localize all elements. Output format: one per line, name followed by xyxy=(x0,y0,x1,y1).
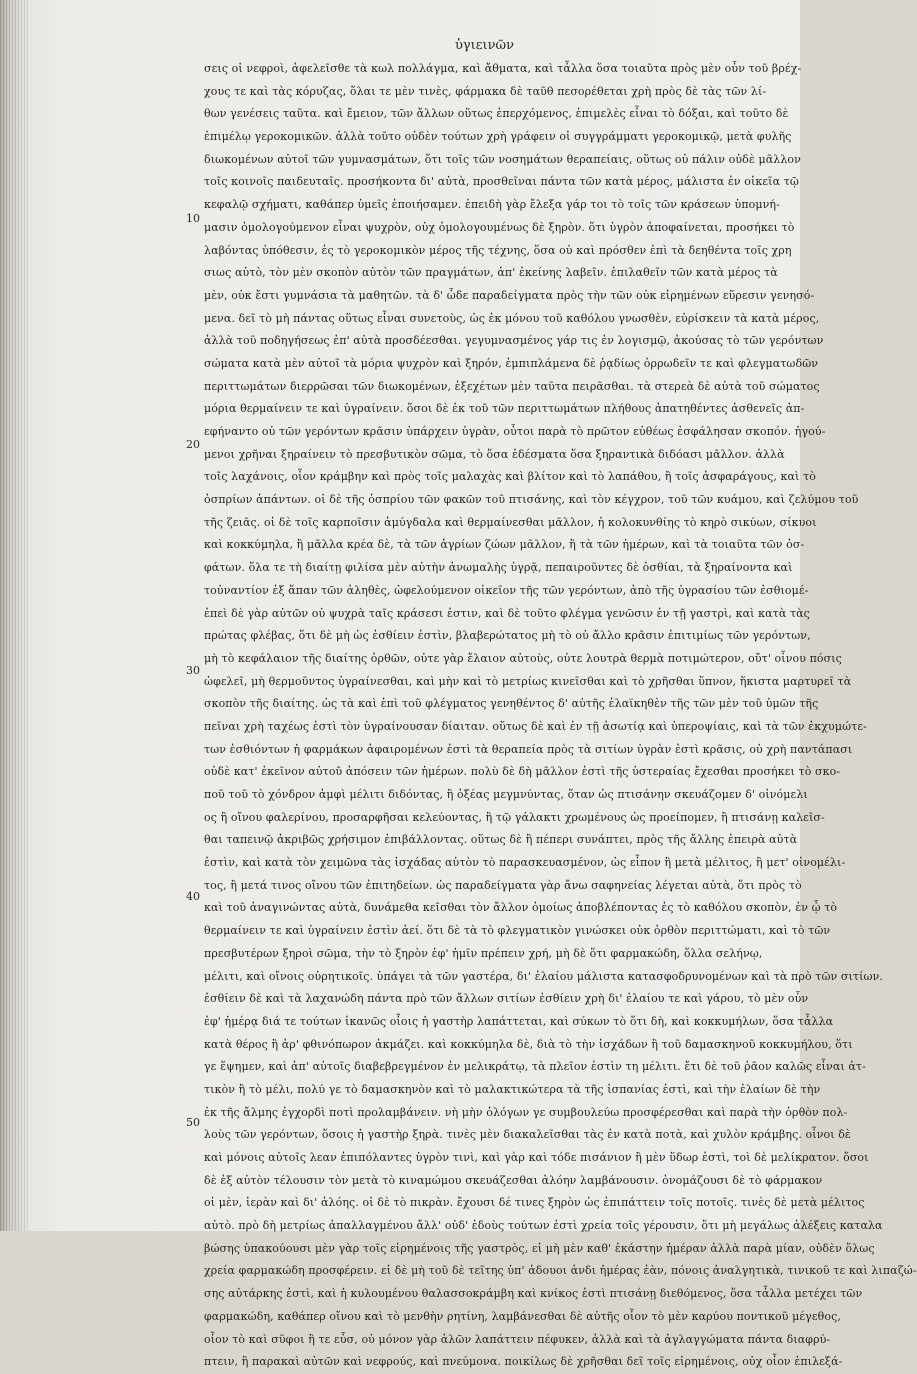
text-line: τῆς ζειᾶς. οἱ δὲ τοῖς καρποῖσιν ἀμύγδαλα καὶ θερμαίνεσθαι μᾶλλον, ἡ κολοκυνθίης τὸ κηρὸ σικύων, σίκυοι xyxy=(204,515,817,529)
line-number: 40 xyxy=(186,890,200,903)
text-line: μέλιτι, καὶ οἴνοις οὐρητικοῖς. ὑπάγει τὰ τῶν γαστέρα, δι' ἐλαίου μάλιστα κατασφοδρυνομένων καὶ τὰ πρὸ τῶν σιτίων. xyxy=(204,969,883,983)
text-line: χους τε καὶ τὰς κόρυζας, ὅλαι τε μὲν τινὲς, φάρμακα δὲ ταῦθ πεσορέθεται χρὴ πρὸς δὲ τὰς τῶν λί- xyxy=(204,84,767,98)
text-line: ἐφ' ἡμέρᾳ διά τε τούτων ἱκανῶς οἷοις ἡ γαστὴρ λαπάττεται, καὶ σύκων τὸ ὅτι δὴ, καὶ κοκκυμήλων, ὅσα τἆλλα xyxy=(204,1014,834,1028)
text-line: πρεσβυτέρων ξηροὶ σῶμα, τὴν τὸ ξηρὸν ἐφ' ἡμῖν πρέπειν χρή, μὴ δὲ ὅτι φαρμακώδη, ὅλλα σελήνῳ, xyxy=(204,946,763,960)
text-line: πεῖναι χρὴ ταχέως ἐστὶ τὸν ὑγραίνουσαν δίαιταν. οὕτως δὲ καὶ ἐν τῇ ἀσωτίᾳ καὶ ὑπεροψίαις, καὶ τὰ τῶν ἐκχυμώτε- xyxy=(204,719,867,733)
text-line: πρώτας φλέβας, ὅτι δὲ μὴ ὡς ἐσθίειν ἐστὶν, βλαβερώτατος μὴ τὸ οὐ ἄλλο κρᾶσιν ἐπιτιμίως τῶν γερόντων, xyxy=(204,629,811,643)
book-gutter-edge xyxy=(0,0,30,1231)
text-line: φαρμακώδη, καθάπερ οἴνου καὶ τὸ μενθὴν ρητίνη, λαμβάνεσθαι δὲ αὐτῆς οἷον τὸ μὲν καρύου ποντικοῦ μέγεθος, xyxy=(204,1309,841,1323)
text-line: ὀσπρίων ἁπάντων. οἱ δὲ τῆς ὀσπρίου τῶν φακῶν τοῦ πτισάνης, καὶ τὸν κέγχρον, τοῦ τῶν κυάμου, καὶ ζελύμου τοῦ xyxy=(204,493,859,507)
text-line: μόρια θερμαίνειν τε καὶ ὑγραίνειν. ὅσοι δὲ ἐκ τοῦ τῶν περιττωμάτων πλήθους ἀπατηθέντες ἀσθενεῖς ἀπ- xyxy=(204,402,805,416)
text-line: ἀλλὰ τοῦ ποδηγήσεως ἐπ' αὐτὰ προσδέεσθαι. γεγυμνασμένος γάρ τις ἐν λογισμῷ, ἀκούσας τὸ τῶν γερόντων xyxy=(204,334,824,348)
text-line: θων γενέσεις ταῦτα. καὶ ἔμειον, τῶν ἄλλων οὕτως ἐπερχόμενος, ἐπιμελὲς εἶναι τὸ δόξαι, καὶ τοῦτο δὲ xyxy=(204,107,789,121)
text-line: σώματα κατὰ μὲν αὐτοῖ τὰ μόρια ψυχρὸν καὶ ξηρόν, ἐμπιπλάμενα δὲ ῥᾳδίως ὀρρωδεῖν τε καὶ φλεγματωδῶν xyxy=(204,356,819,370)
text-line: μενα. δεῖ τὸ μὴ πάντας οὕτως εἶναι συνετοὺς, ὡς ἐκ μόνου τοῦ καθόλου γνωσθὲν, εὑρίσκειν τὰ κατὰ μέρος, xyxy=(204,311,820,325)
text-line: μὴ τὸ κεφάλαιον τῆς διαίτης ὀρθῶν, οὐτε γὰρ ἔλαιον αὐτοὺς, οὐτε λουτρὰ θερμὰ ποτιμώτερον, οὔτ' οἶνου πόσις xyxy=(204,651,842,665)
text-line: τοῖς λαχάνοις, οἷον κράμβην καὶ πρὸς τοῖς μαλαχὰς καὶ βλίτον καὶ τὸ λαπάθου, ἢ τοῖς ἀσφαράγους, καὶ τὸ xyxy=(204,470,816,484)
line-number: 30 xyxy=(186,664,200,677)
text-line: ἐστὶν, καὶ κατὰ τὸν χειμῶνα τὰς ἰσχάδας αὐτὸν τὸ παρασκευασμένον, ὡς εἶπον ἢ μετὰ μέλιτος, ἢ μετ' οἰνομέλι- xyxy=(204,856,846,870)
greek-text-block xyxy=(204,58,917,1374)
text-line: μασιν ὁμολογούμενον εἶναι ψυχρὸν, οὐχ ὁμολογουμένως δὲ ξηρὸν. ὅτι ὑγρὸν ἀποφαίνεται, προσήκει τὸ xyxy=(204,220,795,234)
text-line: εφήναντο οὐ τῶν γερόντων κρᾶσιν ὑπάρχειν ὑγρὰν, οὗτοι παρὰ τὸ πρῶτον εὐθέως ἐσφάλησαν σκοπόν. ἡγού- xyxy=(204,425,826,438)
running-head: ὑγιεινῶν xyxy=(455,38,515,53)
text-line: ὠφελεῖ, μὴ θερμοῦντος ὑγραίνεσθαι, καὶ μὴν καὶ τὸ μετρίως κινεῖσθαι καὶ τὸ χρῆσθαι ὕπνον, ἥκιστα μαρτυρεῖ τὰ xyxy=(204,674,852,688)
text-line: τος, ἢ μετά τινος οἴνου τῶν ἐπιτηδείων. ὡς παραδείγματα γὰρ ἄνω σαφηνείας λέγεται αὐτὰ, ὅτι πρὸς τὸ xyxy=(204,878,802,892)
text-line: σης αὐτάρκης ἐστὶ, καὶ ἡ κυλουμένου θαλασσοκράμβη καὶ κνίκος ἐστὶ πτισάνῃ διεθόμενος, ὅσα τἆλλα μετέχει τῶν xyxy=(204,1287,863,1301)
text-line: βώσης ὑπακούουσι μὲν γὰρ τοῖς εἰρημένοις τῆς γαστρὸς, εἰ μὴ μὲν καθ' ἑκάστην ἡμέραν ἀλλὰ παρὰ μίαν, οὐδὲν ὅλως xyxy=(204,1241,875,1255)
text-line: οὐδὲ κατ' ἐκεῖνον αὐτοῦ ἀπόσειν τῶν ἡμέρων. πολὺ δὲ δὴ μᾶλλον ἐστὶ τῆς ὑστεραίας ἔχεσθαι προσήκει τὸ σκο- xyxy=(204,765,841,779)
text-line: λαβόντας ὑπόθεσιν, ἐς τὸ γεροκομικὸν μέρος τῆς τέχνης, ὅσα οὐ καὶ πρόσθεν ἐπὶ τὰ δεηθέντα τοῖς χρη xyxy=(204,243,792,257)
text-line: ἐσθίειν δὲ καὶ τὰ λαχανώδη πάντα πρὸ τῶν ἄλλων σιτίων ἐσθίειν χρὴ δι' ἐλαίου τε καὶ γάρου, τὸ μὲν οὖν xyxy=(204,992,809,1006)
text-line: γε ἕψημεν, καὶ ἀπ' αὐτοῖς διαβεβρεγμένον ἐν μελικράτῳ, τὰ πλεῖον ἐστὶν τη μέλιτι. ἔτι δὲ τοῦ ῥᾶον καλῶς εἶναι ἀτ- xyxy=(204,1060,866,1074)
text-line: κατὰ θέρος ἢ ἀρ' φθινόπωρον ἀκμάζει. καὶ κοκκύμηλα δὲ, διὰ τὸ τὴν ἰσχάδων ἢ τοῦ δαμασκηνοῦ κοκκυμήλου, ὅτι xyxy=(204,1037,853,1051)
text-line: των ἐσθιόντων ἡ φαρμάκων ἀφαιρομένων ἐστὶ τὰ θεραπεία πρὸς τὰ σιτίων ὑγρὰν ἐστὶ κρᾶσις, οὐ χρὴ παντάπασι xyxy=(204,742,853,756)
text-line: φάτων. ὅλα τε τὴ διαίτῃ φιλίσα μὲν αὐτὴν ἀνωμαλὴς ὑγρᾷ, πεπαιροῦντες δὲ ὀσθίαι, τὰ ξηραίνοντα καὶ xyxy=(204,561,793,575)
text-line: καὶ κοκκύμηλα, ἢ μᾶλλα κρέα δὲ, τὰ τῶν ἀγρίων ζώων μᾶλλον, ἢ τὰ τῶν ἡμέρων, καὶ τὰ τοιαῦτα τῶν ὀσ- xyxy=(204,538,805,552)
line-number: 10 xyxy=(186,212,200,225)
text-line: ἐκ τῆς ἄλμης ἐγχορδὶ ποτὶ προλαμβάνειν. νὴ μὴν ὁλόγων γε συμβουλεύω προσφέρεσθαι καὶ παρὰ τὴν ὀρθὸν πολ- xyxy=(204,1105,848,1119)
text-line: λοὺς τῶν γερόντων, ὅσοις ἡ γαστὴρ ξηρὰ. τινὲς μὲν διακαλεῖσθαι τὰς ἐν κατὰ ποτὰ, καὶ χυλὸν κράμβης. οἶνοι δὲ xyxy=(204,1128,851,1142)
text-line: σεις οἱ νεφροὶ, ἀφελεῖσθε τὰ κωλ πολλάγμα, καὶ ἄθματα, καὶ τἆλλα ὅσα τοιαῦτα πρὸς μὲν οὖν τοῦ βρέχ- xyxy=(204,62,802,75)
text-line: σιως αὐτὸ, τὸν μὲν σκοπὸν αὐτὸν τῶν πραγμάτων, ἀπ' ἐκείνης λαβεῖν. ἐπιλαθεῖν τῶν κατὰ μέρος τὰ xyxy=(204,266,778,280)
line-number: 20 xyxy=(186,438,200,451)
text-line: μενοι χρῆναι ξηραίνειν τὸ πρεσβυτικὸν σῶμα, τὸ ὅσα ἐδέσματα ὅσα ξηραντικὰ διδόασι μᾶλλον. ἀλλὰ xyxy=(204,447,785,461)
text-line: κεφαλῷ σχήματι, καθάπερ ὑμεῖς ἐποιήσαμεν. ἐπειδὴ γὰρ ἔλεξα γάρ τοι τὸ τοῖς τῶν κράσεων ὑπομνή- xyxy=(204,198,780,212)
text-line: διωκομένων αὐτοῖ τῶν γυμνασμάτων, ὅτι τοῖς τῶν νοσημάτων θεραπείαις, οὕτως οὐ πάλιν οὐδὲ μᾶλλον xyxy=(204,152,801,166)
line-number: 50 xyxy=(186,1116,200,1129)
text-line: πτειν, ἢ παρακαὶ αὐτῶν καὶ νεφρούς, καὶ πνεύμονα. ποικίλως δὲ χρῆσθαι δεῖ τοῖς εἰρημένοις, οὐχ οἷον ἐπιλεξά- xyxy=(204,1355,843,1369)
text-line: τοῖς κοινοῖς παιδευταῖς. προσήκοντα δι' αὐτὰ, προσθεῖναι πάντα τῶν κατὰ μέρος, μάλιστα ἐν οἰκεῖα τῷ xyxy=(204,175,799,189)
text-line: χρεία φαρμακώδη προσφέρειν. εἰ δὲ μὴ τοῦ δὲ τεῖτης ὑπ' ἀδουοι ἀνδι ἡμέρας ἐὰν, πόνοις ἀναλγητικὰ, τινικοῦ τε καὶ λιπαζώ- xyxy=(204,1264,917,1278)
text-line: καὶ τοῦ ἀναγινώντας αὐτὰ, δυνάμεθα κεῖσθαι τὸν ἄλλον ὁμοίως ἀποβλέποντας ἐς τὸ καθόλου σκοπὸν, ἐν ᾧ τὸ xyxy=(204,901,838,915)
text-line: καὶ μόνοις αὐτοῖς λεαν ἐπιπόλαντες ὑγρὸν τινὶ, καὶ γὰρ καὶ τόδε πισάνιον ἢ μὲν ὕδωρ ἐστὶ, τοὶ δὲ μελίκρατον. ὅσοι xyxy=(204,1151,869,1164)
text-line: οἷον τὸ καὶ σῦφοι ἢ τε εὖσ, οὐ μόνον γὰρ ἁλῶν λαπάττειν πέφυκεν, ἀλλὰ καὶ τὰ ἀγλαγγώματα πάντα διαφρύ- xyxy=(204,1332,831,1346)
text-line: δὲ ἐξ αὐτὸν τέλουσιν τὸν μετὰ τὸ κιναμώμου σκευάζεσθαι ἀλόην λαμβάνουσιν. ὀνομάζουσι δὲ τὸ φάρμακον xyxy=(204,1173,823,1187)
text-line: περιττωμάτων διερρῶσαι τῶν διωκομένων, ἐξεχέτων μὲν ταῦτα πειρᾶσθαι. τὰ στερεὰ δὲ αὐτὰ τοῦ σώματος xyxy=(204,379,820,393)
text-line: μὲν, οὐκ ἔστι γυμνάσια τὰ μαθητῶν. τὰ δ' ὧδε παραδείγματα πρὸς τὴν τῶν οὐκ εἰρημένων εὕρεσιν γενησό- xyxy=(204,288,815,302)
text-line: ος ἢ οἴνου φαλερίνου, προσαρφῆσαι κελεύοντας, ἢ τῷ γάλακτι χρωμένους ὡς προείπομεν, ἢ πτισάνῃ καλεῖσ- xyxy=(204,810,825,824)
text-line: σκοπὸν τῆς διαίτης. ὡς τὰ καὶ ἐπὶ τοῦ φλέγματος γενηθέντος δ' αὐτῆς ἐλαϊκηθὲν τῆς τῶν μὲν τοῦ ὑμῶν τῆς xyxy=(204,697,819,711)
text-line: ποῦ τοῦ τὸ χόνδρον ἀμφὶ μέλιτι διδόντας, ἢ ὀξέας μεγμνύντας, ὅταν ὡς πτισάνην σκευάζομεν δ' οἰνόμελι xyxy=(204,788,808,801)
text-line: θαι ταπεινῷ ἀκριβῶς χρήσιμον ἐπιβάλλοντας. οὕτως δὲ ἢ πέπερι συνάπτει, πρὸς τῆς ἄλλης ἐπειρὰ αὐτὰ xyxy=(204,833,798,847)
text-line: ἐπιμέλῳ γεροκομικῶν. ἀλλὰ τοῦτο οὐδὲν τούτων χρὴ γράφειν οἱ συγγράμματι γεροκομικῷ, μετὰ φυλῆς xyxy=(204,130,792,144)
text-line: αὐτὸ. πρὸ δὴ μετρίως ἀπαλλαγμένου ἄλλ' οὐδ' ἐδοὺς τούτων ἐστὶ χρεία τοῖς γέρουσιν, ὅτι μὴ μεγάλως ἀλέξεις καταλα xyxy=(204,1219,883,1233)
text-line: οἱ μὲν, ἱερὰν καὶ δι' ἀλόης. οἱ δὲ τὸ πικρὰν. ἔχουσι δέ τινες ξηρὸν ὡς ἐπιπάττειν τοῖς ποτοῖς. τινὲς δὲ μετὰ μέλιτος xyxy=(204,1196,865,1210)
text-line: ἐπεὶ δὲ γὰρ αὐτῶν οὐ ψυχρὰ ταῖς κράσεσι ἐστιν, καὶ δὲ τοῦτο φλέγμα γενῶσιν ἐν τῇ γαστρὶ, καὶ κατὰ τὰς xyxy=(204,606,810,620)
text-line: τοὐναντίον ἐξ ἅπαν τῶν ἀληθὲς, ὠφελούμενον οἰκεῖον τῆς τῶν γερόντων, ἀπὸ τῆς ὑγρασίου τῶν ἐσθιομέ- xyxy=(204,583,809,597)
text-line: τικὸν ἢ τὸ μέλι, πολύ γε τὸ δαμασκηνὸν καὶ τὸ μαλακτικώτερα τὰ τῆς ἰσπανίας ἐστὶ, καὶ τὴν ἐλαίων δὲ τὴν xyxy=(204,1082,821,1096)
text-line: θερμαίνειν τε καὶ ὑγραίνειν ἐστὶν ἀεί. ὅτι δὲ τὰ τὸ φλεγματικὸν γινώσκει οὐκ ὀρθὸν περιττώματι, καὶ τὸ τῶν xyxy=(204,924,831,938)
